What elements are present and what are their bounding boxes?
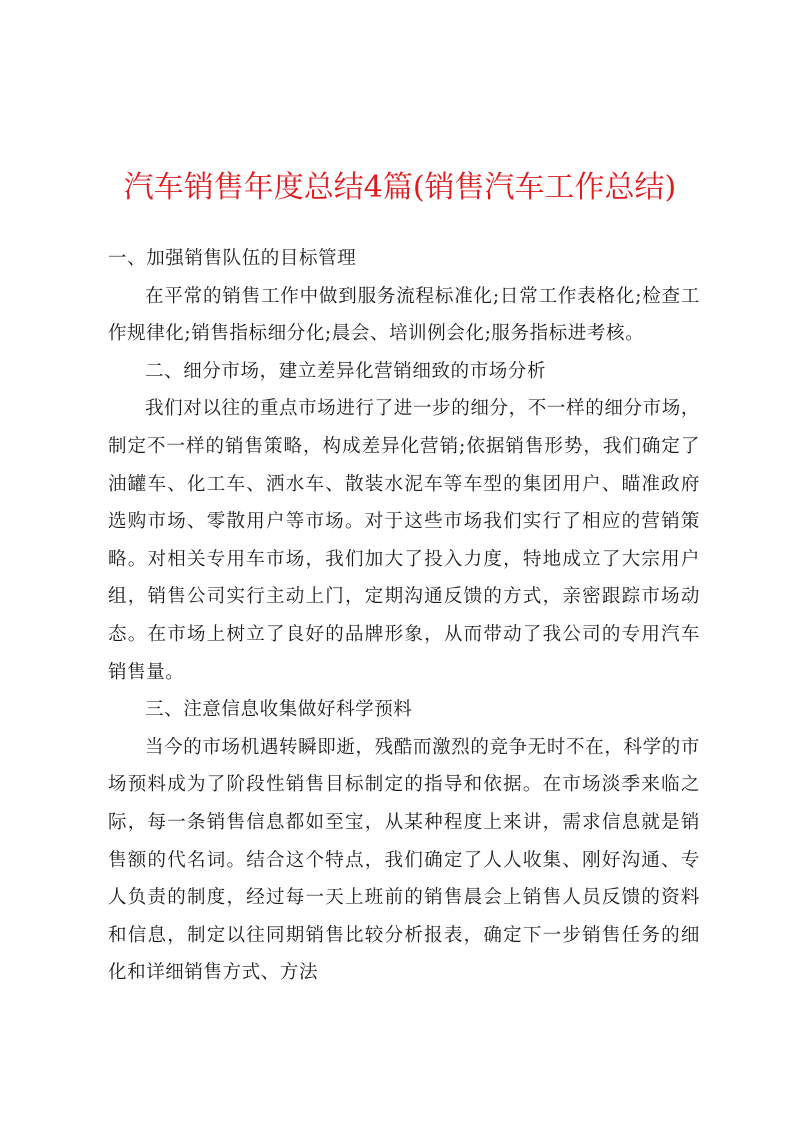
section-3-paragraph: 当今的市场机遇转瞬即逝，残酷而激烈的竞争无时不在，科学的市场预料成为了阶段性销售目标制定的指导和依据。在市场淡季来临之际，每一条销售信息都如至宝，从某种程度上来讲，需求信息就是销售额的代名词。结合这个特点，我们确定了人人收集、刚好沟通、专人负责的制度，经过每一天上班前的销售晨会上销售人员反馈的资料和信息，制定以往同期销售比较分析报表，确定下一步销售任务的细化和详细销售方式、方法 xyxy=(108,736,700,984)
document-title: 汽车销售年度总结4篇(销售汽车工作总结) xyxy=(123,170,677,205)
document-body xyxy=(108,240,700,992)
section-2-paragraph: 我们对以往的重点市场进行了进一步的细分，不一样的细分市场，制定不一样的销售策略，构成差异化营销;依据销售形势，我们确定了油罐车、化工车、洒水车、散装水泥车等车型的集团用户、瞄准政府选购市场、零散用户等市场。对于这些市场我们实行了相应的营销策略。对相关专用车市场，我们加大了投入力度，特地成立了大宗用户组，销售公司实行主动上门，定期沟通反馈的方式，亲密跟踪市场动态。在市场上树立了良好的品牌形象，从而带动了我公司的专用汽车销售量。 xyxy=(108,398,700,683)
section-2-heading: 二、细分市场，建立差异化营销细致的市场分析 xyxy=(145,360,547,382)
section-1-heading: 一、加强销售队伍的目标管理 xyxy=(108,248,357,269)
section-1-paragraph: 在平常的销售工作中做到服务流程标准化;日常工作表格化;检查工作规律化;销售指标细分化;晨会、培训例会化;服务指标进考核。 xyxy=(108,285,700,345)
section-3-heading: 三、注意信息收集做好科学预料 xyxy=(145,699,413,721)
